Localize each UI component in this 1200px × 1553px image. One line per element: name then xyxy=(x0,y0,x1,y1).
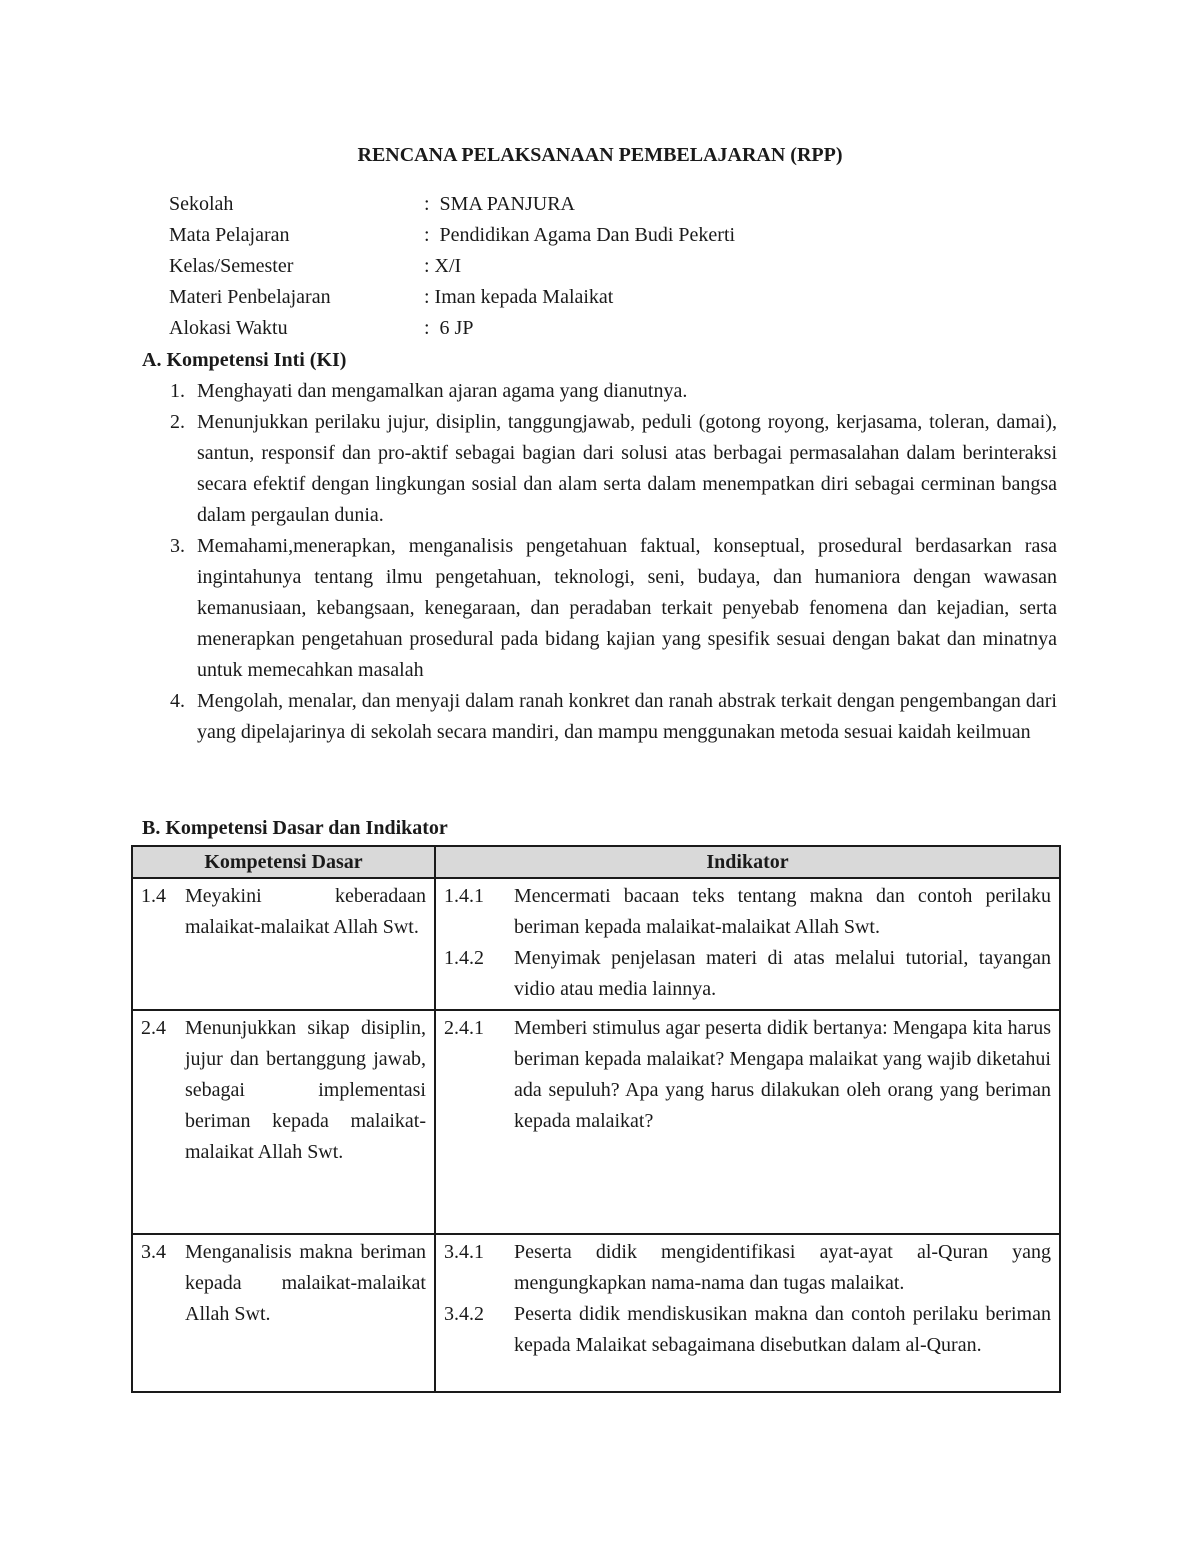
meta-label: Kelas/Semester xyxy=(169,255,294,277)
indicator-text: Menyimak penjelasan materi di atas melalui tutorial, tayangan vidio atau media lainnya. xyxy=(514,947,1051,1000)
section-b-heading: B. Kompetensi Dasar dan Indikator xyxy=(142,817,448,839)
list-text: Memahami,menerapkan, menganalisis pengetahuan faktual, konseptual, prosedural berdasarkan rasa ingintahunya tentang ilmu pengetahuan, teknologi, seni, budaya, dan humaniora dengan wawasan kemanusiaan, kebangsaan, kenegaraan, dan peradaban terkait penyebab fenomena dan kejadian, serta menerapkan pengetahuan prosedural pada bidang kajian yang spesifik sesuai dengan bakat dan minatnya untuk memecahkan masalah xyxy=(197,535,1057,681)
document-title: RENCANA PELAKSANAAN PEMBELAJARAN (RPP) xyxy=(357,144,843,166)
indicator-cell xyxy=(435,1010,1060,1234)
competency-table xyxy=(131,845,1061,1393)
meta-value: : SMA PANJURA xyxy=(424,193,575,215)
meta-row-class xyxy=(169,251,969,282)
kd-code: 3.4 xyxy=(141,1241,166,1263)
meta-label: Sekolah xyxy=(169,193,234,215)
kd-cell xyxy=(132,1010,435,1234)
indicator-cell xyxy=(435,878,1060,1010)
indicator-code: 2.4.1 xyxy=(444,1017,484,1039)
column-header-indicator: Indikator xyxy=(435,846,1060,878)
table-row xyxy=(132,1234,1060,1392)
section-a-heading: A. Kompetensi Inti (KI) xyxy=(142,349,347,371)
meta-row-material xyxy=(169,282,969,313)
kd-text: Meyakini keberadaan malaikat-malaikat Allah Swt. xyxy=(185,885,426,938)
list-number: 1. xyxy=(170,380,185,402)
column-header-kd: Kompetensi Dasar xyxy=(132,846,435,878)
kd-cell xyxy=(132,1234,435,1392)
identity-block xyxy=(169,189,969,344)
list-item xyxy=(142,531,1057,686)
table-row xyxy=(132,878,1060,1010)
indicator-code: 3.4.1 xyxy=(444,1241,484,1263)
table-row xyxy=(132,1010,1060,1234)
meta-value: : 6 JP xyxy=(424,317,474,339)
list-item xyxy=(142,376,1057,407)
list-number: 2. xyxy=(170,411,185,433)
indicator-text: Mencermati bacaan teks tentang makna dan contoh perilaku beriman kepada malaikat-malaikat Allah Swt. xyxy=(514,885,1051,938)
meta-label: Mata Pelajaran xyxy=(169,224,290,246)
indicator-item xyxy=(444,881,1051,943)
list-text: Menghayati dan mengamalkan ajaran agama yang dianutnya. xyxy=(197,380,688,402)
list-number: 3. xyxy=(170,535,185,557)
list-item xyxy=(142,407,1057,531)
meta-value: : Iman kepada Malaikat xyxy=(424,286,614,308)
indicator-item xyxy=(444,1013,1051,1137)
kd-cell xyxy=(132,878,435,1010)
meta-row-time xyxy=(169,313,969,344)
indicator-cell xyxy=(435,1234,1060,1392)
list-number: 4. xyxy=(170,690,185,712)
table-header-row xyxy=(132,846,1060,878)
core-competency-list xyxy=(142,376,1062,748)
list-text: Mengolah, menalar, dan menyaji dalam ranah konkret dan ranah abstrak terkait dengan pengembangan dari yang dipelajarinya di sekolah secara mandiri, dan mampu menggunakan metoda sesuai kaidah keilmuan xyxy=(197,690,1057,743)
meta-row-school xyxy=(169,189,969,220)
indicator-item xyxy=(444,1237,1051,1299)
meta-label: Alokasi Waktu xyxy=(169,317,288,339)
indicator-text: Peserta didik mendiskusikan makna dan contoh perilaku beriman kepada Malaikat sebagaimana disebutkan dalam al-Quran. xyxy=(514,1303,1051,1356)
meta-row-subject xyxy=(169,220,969,251)
indicator-text: Memberi stimulus agar peserta didik bertanya: Mengapa kita harus beriman kepada malaikat? Mengapa malaikat yang wajib diketahui ada sepuluh? Apa yang harus dilakukan oleh orang yang beriman kepada malaikat? xyxy=(514,1017,1051,1132)
core-competency-section xyxy=(142,345,1062,748)
indicator-text: Peserta didik mengidentifikasi ayat-ayat al-Quran yang mengungkapkan nama-nama dan tugas malaikat. xyxy=(514,1241,1051,1294)
indicator-code: 1.4.2 xyxy=(444,947,484,969)
list-item xyxy=(142,686,1057,748)
indicator-code: 1.4.1 xyxy=(444,885,484,907)
indicator-item xyxy=(444,943,1051,1005)
indicator-item xyxy=(444,1299,1051,1361)
list-text: Menunjukkan perilaku jujur, disiplin, tanggungjawab, peduli (gotong royong, kerjasama, toleran, damai), santun, responsif dan pro-aktif sebagai bagian dari solusi atas berbagai permasalahan dalam berinteraksi secara efektif dengan lingkungan sosial dan alam serta dalam menempatkan diri sebagai cerminan bangsa dalam pergaulan dunia. xyxy=(197,411,1057,526)
meta-value: : X/I xyxy=(424,255,462,277)
meta-value: : Pendidikan Agama Dan Budi Pekerti xyxy=(424,224,736,246)
kd-code: 2.4 xyxy=(141,1017,166,1039)
kd-code: 1.4 xyxy=(141,885,166,907)
kd-text: Menunjukkan sikap disiplin, jujur dan bertanggung jawab, sebagai implementasi beriman kepada malaikat-malaikat Allah Swt. xyxy=(185,1017,426,1163)
kd-text: Menganalisis makna beriman kepada malaikat-malaikat Allah Swt. xyxy=(185,1241,426,1325)
meta-label: Materi Penbelajaran xyxy=(169,286,331,308)
indicator-code: 3.4.2 xyxy=(444,1303,484,1325)
